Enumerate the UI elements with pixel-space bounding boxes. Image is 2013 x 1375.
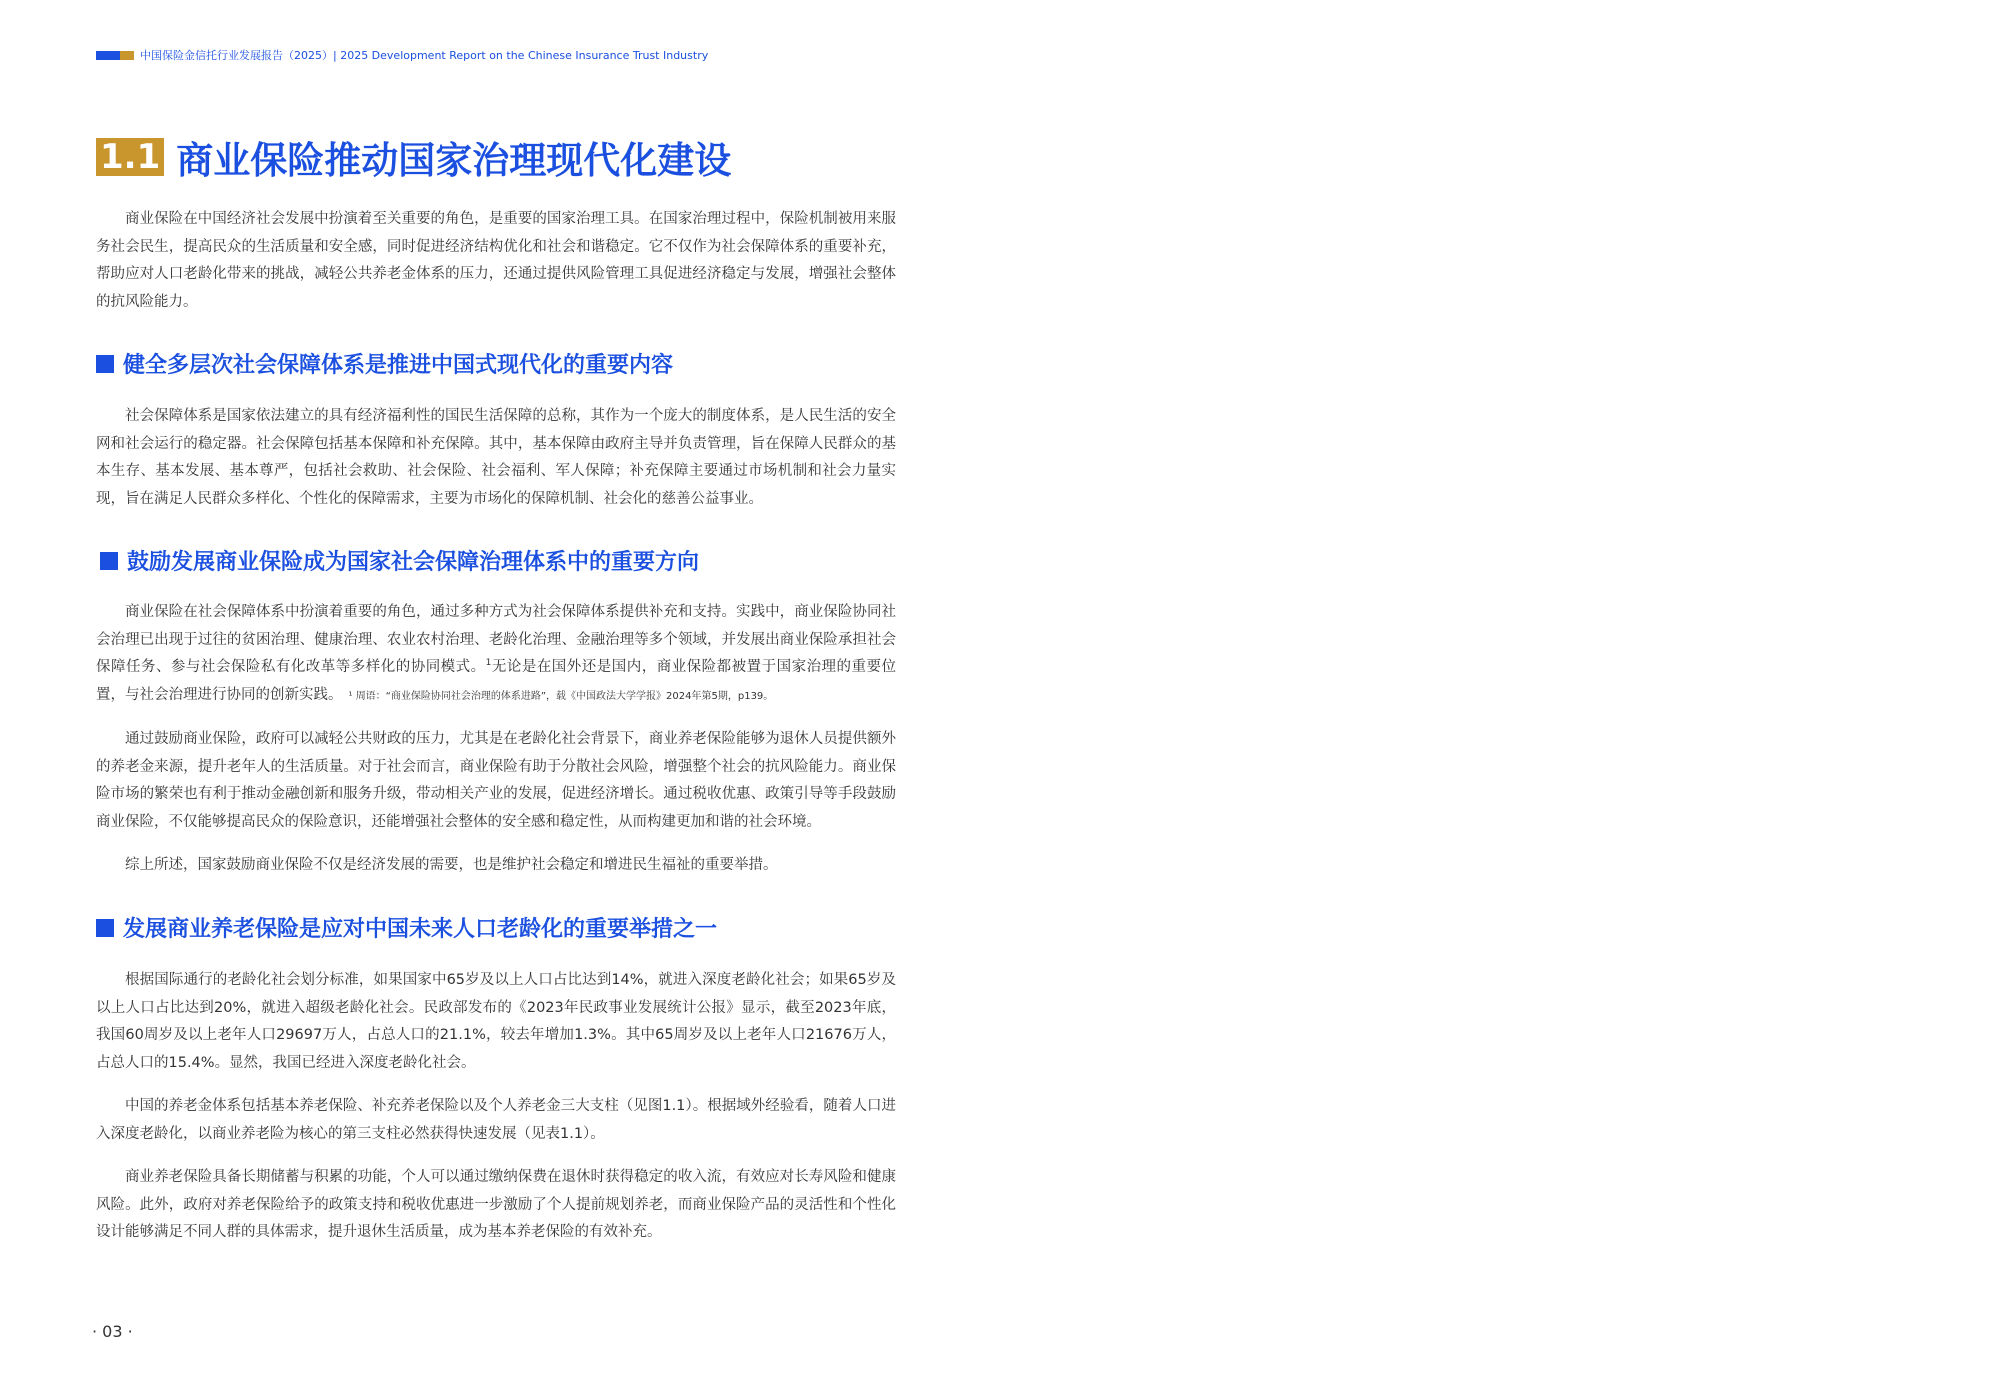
subsection-heading-3 bbox=[96, 912, 717, 943]
subsection-2-paragraph-3: 综上所述，国家鼓励商业保险不仅是经济发展的需要，也是维护社会稳定和增进民生福祉的重要举措。 bbox=[125, 857, 778, 873]
section-number: 1.1 bbox=[96, 138, 164, 176]
paragraph-text: 商业保险在社会保障体系中扮演着重要的角色，通过多种方式为社会保障体系提供补充和支持。实践中，商业保险协同社会治理已出现于过往的贫困治理、健康治理、农业农村治理、老龄化治理、金融治理等多个领域，并发展出商业保险承担社会保障任务、参与社会保险私有化改革等多样化的协同模式。 bbox=[96, 604, 896, 675]
intro-paragraph: 商业保险在中国经济社会发展中扮演着至关重要的角色，是重要的国家治理工具。在国家治理过程中，保险机制被用来服务社会民生，提高民众的生活质量和安全感，同时促进经济结构优化和社会和谐稳定。它不仅作为社会保障体系的重要补充，帮助应对人口老龄化带来的挑战，减轻公共养老金体系的压力，还通过提供风险管理工具促进经济稳定与发展，增强社会整体的抗风险能力。 bbox=[96, 211, 896, 310]
section-heading bbox=[96, 130, 731, 184]
square-bullet-icon bbox=[100, 552, 118, 570]
header-text: 中国保险金信托行业发展报告（2025）| 2025 Development Report on the Chinese Insurance Trust Industry bbox=[140, 49, 709, 62]
subsection-2-paragraph-1 bbox=[96, 599, 896, 710]
subsection-heading-2 bbox=[100, 545, 699, 576]
subsection-3-paragraph-3: 商业养老保险具备长期储蓄与积累的功能，个人可以通过缴纳保费在退休时获得稳定的收入流，有效应对长寿风险和健康风险。此外，政府对养老保险给予的政策支持和税收优惠进一步激励了个人提前规划养老，而商业保险产品的灵活性和个性化设计能够满足不同人群的具体需求，提升退休生活质量，成为基本养老保险的有效补充。 bbox=[96, 1169, 896, 1240]
subsection-3-paragraph-1: 根据国际通行的老龄化社会划分标准，如果国家中65岁及以上人口占比达到14%，就进入深度老龄化社会；如果65岁及以上人口占比达到20%，就进入超级老龄化社会。民政部发布的《2023年民政事业发展统计公报》显示，截至2023年底，我国60周岁及以上老年人口29697万人，占总人口的21.1%，较去年增加1.3%。其中65周岁及以上老年人口21676万人，占总人口的15.4%。显然，我国已经进入深度老龄化社会。 bbox=[96, 972, 896, 1071]
footnote-text: ¹ 周语：“商业保险协同社会治理的体系进路”，载《中国政法大学学报》2024年第5期，p139。 bbox=[348, 690, 774, 702]
subsection-3-paragraph-2: 中国的养老金体系包括基本养老保险、补充养老保险以及个人养老金三大支柱（见图1.1）。根据域外经验看，随着人口进入深度老龄化，以商业养老险为核心的第三支柱必然获得快速发展（见表1.1）。 bbox=[96, 1098, 896, 1142]
subsection-1-paragraph: 社会保障体系是国家依法建立的具有经济福利性的国民生活保障的总称，其作为一个庞大的制度体系，是人民生活的安全网和社会运行的稳定器。社会保障包括基本保障和补充保障。其中，基本保障由政府主导并负责管理，旨在保障人民群众的基本生存、基本发展、基本尊严，包括社会救助、社会保险、社会福利、军人保障；补充保障主要通过市场机制和社会力量实现，旨在满足人民群众多样化、个性化的保障需求，主要为市场化的保障机制、社会化的慈善公益事业。 bbox=[96, 408, 896, 507]
subsection-3-body bbox=[96, 967, 896, 1247]
subsection-title-1: 健全多层次社会保障体系是推进中国式现代化的重要内容 bbox=[123, 353, 674, 378]
running-header bbox=[96, 48, 708, 62]
header-blue-bar bbox=[96, 51, 120, 60]
subsection-title-3: 发展商业养老保险是应对中国未来人口老龄化的重要举措之一 bbox=[123, 917, 718, 942]
footnote-marker: 1 bbox=[485, 658, 492, 669]
intro-block bbox=[96, 206, 896, 316]
subsection-heading-1 bbox=[96, 348, 673, 379]
square-bullet-icon bbox=[96, 355, 114, 373]
page-number: · 03 · bbox=[92, 1322, 133, 1341]
square-bullet-icon bbox=[96, 919, 114, 937]
header-gold-bar bbox=[120, 51, 134, 60]
subsection-2-paragraph-2: 通过鼓励商业保险，政府可以减轻公共财政的压力，尤其是在老龄化社会背景下，商业养老保险能够为退休人员提供额外的养老金来源，提升老年人的生活质量。对于社会而言，商业保险有助于分散社会风险，增强整个社会的抗风险能力。商业保险市场的繁荣也有利于推动金融创新和服务升级，带动相关产业的发展，促进经济增长。通过税收优惠、政策引导等手段鼓励商业保险，不仅能够提高民众的保险意识，还能增强社会整体的安全感和稳定性，从而构建更加和谐的社会环境。 bbox=[96, 731, 896, 830]
paragraph-text-cont: 无论是在国外还是国内，商业保险都被置于国家治理的重要位置，与社会治理进行协同的创新实践。 bbox=[96, 659, 896, 703]
section-title: 商业保险推动国家治理现代化建设 bbox=[176, 139, 732, 182]
subsection-title-2: 鼓励发展商业保险成为国家社会保障治理体系中的重要方向 bbox=[127, 550, 700, 575]
subsection-2-body bbox=[96, 599, 896, 880]
subsection-1-body bbox=[96, 403, 896, 513]
